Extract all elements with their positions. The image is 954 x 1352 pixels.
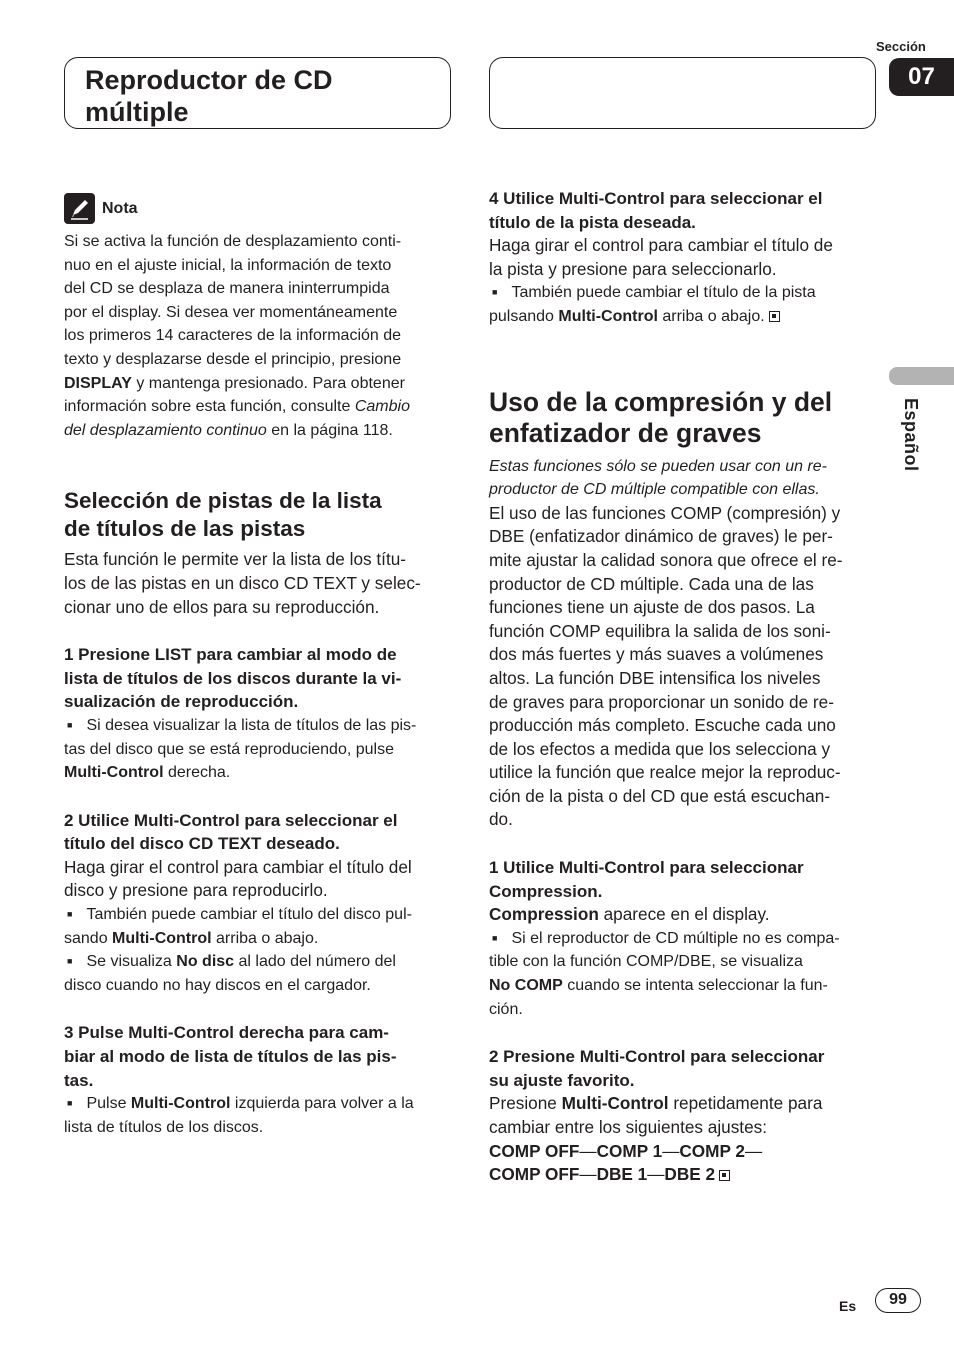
note-heading: Nota (64, 193, 450, 224)
page-title: Reproductor de CD múltiple (85, 65, 333, 127)
note-text: Si se activa la función de desplazamiento conti- nuo en el ajuste inicial, la información de texto del CD se desplaza de manera ininterrumpida por el display. Si desea ver momentáneamente los primeros 14 caracteres de la información de texto y desplazarse desde el principio, presione DISPLAY y mantenga presionado. Para obtener información sobre esta función, consulte Cambio del desplazamiento continuo en la página 118. (64, 233, 410, 439)
empty-header-box (489, 57, 876, 129)
bullet-icon (489, 930, 511, 947)
bullet-icon (64, 717, 86, 734)
step-3: 3 Pulse Multi-Control derecha para cam- biar al modo de lista de títulos de las pis- tas. ■ Pulse Multi-Control izquierda para volver a la lista de títulos de los discos. (64, 1021, 450, 1139)
settings-sequence-2: COMP OFF—DBE 1—DBE 2 (489, 1163, 875, 1187)
language-tab (889, 367, 954, 385)
footer-lang-code: Es (839, 1298, 857, 1314)
page-number: 99 (875, 1288, 921, 1313)
section2-title: Uso de la compresión y del enfatizador de graves (489, 386, 833, 448)
end-mark-icon (719, 1170, 730, 1181)
section1-intro: Esta función le permite ver la lista de los títu- los de las pistas en un disco CD TEXT y selec- cionar uno de ellos para su reproducción. (64, 549, 421, 617)
title-box (64, 57, 451, 129)
left-column (64, 193, 450, 1139)
language-label: Español (901, 398, 921, 472)
right-column (489, 187, 875, 1187)
section2-italic-note: Estas funciones sólo se pueden usar con un re- productor de CD múltiple compatible con ellas. (489, 457, 827, 499)
section2-body: El uso de las funciones COMP (compresión) y DBE (enfatizador dinámico de graves) le per- mite ajustar la calidad sonora que ofrece el re- productor de CD múltiple. Cada una de las funciones tiene un ajuste de dos pasos. La función COMP equilibra la salida de los soni- dos más fuertes y más suaves a volúmenes altos. La función DBE intensifica los niveles de graves para proporcionar un sonido de re- producción más completo. Escuche cada uno de los efectos a medida que los selecciona y utilice la función que realce mejor la reproduc- ción de la pista o del CD que está escuchan- do. (489, 502, 843, 830)
section1-title: Selección de pistas de la lista de títulos de las pistas (64, 488, 382, 542)
bullet-icon (64, 906, 86, 923)
end-mark-icon (769, 311, 780, 322)
section2-step-1: 1 Utilice Multi-Control para seleccionar Compression. Compression aparece en el display. ■ Si el reproductor de CD múltiple no es compa- tible con la función COMP/DBE, se visualiza No COMP cuando se intenta seleccionar la fun- ción. (489, 856, 875, 1021)
section-label: Sección (876, 39, 926, 54)
pencil-note-icon (64, 193, 95, 224)
section-number-badge: 07 (889, 58, 954, 96)
step-1: 1 Presione LIST para cambiar al modo de lista de títulos de los discos durante la vi- sualización de reproducción. ■ Si desea visualizar la lista de títulos de las pis- tas del disco que se está reproduciendo, pulse Multi-Control derecha. (64, 643, 450, 785)
bullet-icon (64, 953, 86, 970)
step-2: 2 Utilice Multi-Control para seleccionar el título del disco CD TEXT deseado. Haga girar el control para cambiar el título del disco y presione para reproducirlo. ■ También puede cambiar el título del disco pul- sando Multi-Control arriba o abajo. ■ Se visualiza No disc al lado del número del disco cuando no hay discos en el cargador. (64, 809, 450, 998)
settings-sequence-1: COMP OFF—COMP 1—COMP 2— (489, 1140, 763, 1161)
bullet-icon (489, 284, 511, 301)
bullet-icon (64, 1095, 86, 1112)
section2-step-2: 2 Presione Multi-Control para seleccionar su ajuste favorito. Presione Multi-Control repetidamente para cambiar entre los siguientes ajustes: COMP OFF—COMP 1—COMP 2— COMP OFF—DBE 1—DBE 2 (489, 1045, 875, 1187)
step-4: 4 Utilice Multi-Control para seleccionar el título de la pista deseada. Haga girar el control para cambiar el título de la pista y presione para seleccionarlo. ■ También puede cambiar el título de la pista pulsando Multi-Control arriba o abajo. (489, 187, 875, 329)
